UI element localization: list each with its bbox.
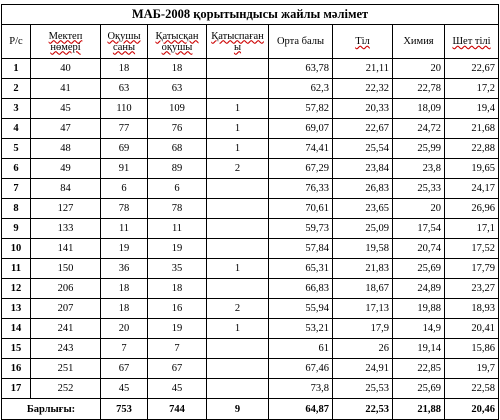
col-average-header [269,25,333,59]
col-language-cell: 21,83 [333,259,393,279]
col-average-cell: 55,94 [269,299,333,319]
col-absent-cell [207,359,269,379]
col-language-cell: 23,84 [333,159,393,179]
total-absent-cell: 9 [207,399,269,420]
col-absent-cell: 2 [207,159,269,179]
header-label: Қатысқан оқушы [155,30,199,53]
col-participated-cell: 16 [148,299,207,319]
col-foreign-language-cell: 17,1 [445,219,499,239]
col-chemistry-cell: 25,69 [393,259,445,279]
col-students-cell: 18 [101,279,148,299]
table-row [2,259,499,279]
col-school-number-cell: 241 [31,319,101,339]
table-row [2,359,499,379]
col-language-cell: 20,33 [333,99,393,119]
header-label: Тіл [355,36,370,47]
col-students-cell: 36 [101,259,148,279]
col-foreign-language-cell: 24,17 [445,179,499,199]
col-school-number-cell: 47 [31,119,101,139]
col-students-cell: 11 [101,219,148,239]
col-index-cell: 4 [2,119,31,139]
col-chemistry-header [393,25,445,59]
table-row [2,179,499,199]
col-language-cell: 25,53 [333,379,393,399]
col-average-cell: 70,61 [269,199,333,219]
col-school-number-cell: 41 [31,79,101,99]
totals-row [2,399,499,420]
col-absent-cell: 1 [207,139,269,159]
col-participated-cell: 7 [148,339,207,359]
col-chemistry-cell: 23,8 [393,159,445,179]
col-foreign-language-cell: 22,67 [445,59,499,79]
col-school-number-cell: 252 [31,379,101,399]
table-row [2,239,499,259]
table-title: МАБ-2008 қорытындысы жайлы мәлімет [2,5,499,25]
col-language-cell: 22,67 [333,119,393,139]
col-absent-cell: 1 [207,119,269,139]
col-students-cell: 91 [101,159,148,179]
col-students-header [101,25,148,59]
col-absent-cell [207,199,269,219]
col-participated-cell: 68 [148,139,207,159]
col-language-cell: 17,9 [333,319,393,339]
col-index-cell: 5 [2,139,31,159]
col-average-cell: 53,21 [269,319,333,339]
col-absent-cell: 2 [207,299,269,319]
header-label: Орта балы [276,36,325,47]
col-language-cell: 23,65 [333,199,393,219]
totals-label-cell: Барлығы: [2,399,101,420]
col-school-number-cell: 207 [31,299,101,319]
col-students-cell: 6 [101,179,148,199]
header-label: Оқушы саны [107,30,141,53]
col-students-cell: 63 [101,79,148,99]
col-students-cell: 45 [101,379,148,399]
table-row [2,339,499,359]
table-row [2,139,499,159]
col-language-cell: 26,83 [333,179,393,199]
total-language-cell: 22,53 [333,399,393,420]
col-students-cell: 18 [101,299,148,319]
col-foreign-language-cell: 22,88 [445,139,499,159]
col-absent-cell [207,239,269,259]
col-school-number-header [31,25,101,59]
col-chemistry-cell: 25,69 [393,379,445,399]
col-foreign-language-cell: 21,68 [445,119,499,139]
col-school-number-cell: 45 [31,99,101,119]
col-index-cell: 13 [2,299,31,319]
col-students-cell: 110 [101,99,148,119]
table-body [2,59,499,399]
col-chemistry-cell: 25,33 [393,179,445,199]
col-students-cell: 67 [101,359,148,379]
col-index-cell: 7 [2,179,31,199]
col-school-number-cell: 84 [31,179,101,199]
col-participated-cell: 67 [148,359,207,379]
col-language-cell: 17,13 [333,299,393,319]
col-index-cell: 15 [2,339,31,359]
col-participated-cell: 78 [148,199,207,219]
col-foreign-language-cell: 15,86 [445,339,499,359]
col-participated-cell: 63 [148,79,207,99]
col-foreign-language-cell: 18,93 [445,299,499,319]
col-absent-cell: 1 [207,259,269,279]
col-students-cell: 18 [101,59,148,79]
col-average-cell: 61 [269,339,333,359]
col-chemistry-cell: 20,74 [393,239,445,259]
col-foreign-language-cell: 17,79 [445,259,499,279]
col-index-cell: 16 [2,359,31,379]
col-absent-cell: 1 [207,319,269,339]
col-average-cell: 66,83 [269,279,333,299]
col-participated-header [148,25,207,59]
col-language-cell: 22,32 [333,79,393,99]
col-participated-cell: 89 [148,159,207,179]
col-average-cell: 67,46 [269,359,333,379]
col-school-number-cell: 127 [31,199,101,219]
col-participated-cell: 76 [148,119,207,139]
col-foreign-language-cell: 19,4 [445,99,499,119]
col-school-number-cell: 206 [31,279,101,299]
header-label: Мектеп нөмері [48,30,83,53]
col-students-cell: 20 [101,319,148,339]
col-language-cell: 25,09 [333,219,393,239]
col-chemistry-cell: 17,54 [393,219,445,239]
col-absent-cell: 1 [207,99,269,119]
col-absent-cell [207,219,269,239]
col-foreign-language-cell: 17,2 [445,79,499,99]
col-index-cell: 17 [2,379,31,399]
col-foreign-language-cell: 23,27 [445,279,499,299]
col-foreign-language-header [445,25,499,59]
col-index-cell: 1 [2,59,31,79]
col-students-cell: 77 [101,119,148,139]
total-chemistry-cell: 21,88 [393,399,445,420]
col-language-cell: 26 [333,339,393,359]
col-absent-cell [207,79,269,99]
col-chemistry-cell: 19,14 [393,339,445,359]
col-participated-cell: 6 [148,179,207,199]
col-students-cell: 19 [101,239,148,259]
title-row [2,5,499,25]
col-participated-cell: 109 [148,99,207,119]
col-school-number-cell: 48 [31,139,101,159]
col-chemistry-cell: 22,78 [393,79,445,99]
table-row [2,219,499,239]
col-chemistry-cell: 24,72 [393,119,445,139]
col-school-number-cell: 133 [31,219,101,239]
col-school-number-cell: 251 [31,359,101,379]
col-foreign-language-cell: 20,41 [445,319,499,339]
col-absent-cell [207,339,269,359]
col-school-number-cell: 243 [31,339,101,359]
col-average-cell: 69,07 [269,119,333,139]
col-chemistry-cell: 14,9 [393,319,445,339]
col-absent-cell [207,379,269,399]
header-label: Химия [403,36,434,47]
col-students-cell: 69 [101,139,148,159]
col-participated-cell: 18 [148,279,207,299]
total-foreign-language-cell: 20,46 [445,399,499,420]
col-foreign-language-cell: 19,7 [445,359,499,379]
col-participated-cell: 11 [148,219,207,239]
col-chemistry-cell: 25,99 [393,139,445,159]
col-average-cell: 65,31 [269,259,333,279]
col-school-number-cell: 141 [31,239,101,259]
col-index-cell: 9 [2,219,31,239]
col-average-cell: 76,33 [269,179,333,199]
col-average-cell: 67,29 [269,159,333,179]
col-language-cell: 19,58 [333,239,393,259]
total-students-cell: 753 [101,399,148,420]
col-chemistry-cell: 24,89 [393,279,445,299]
col-average-cell: 57,82 [269,99,333,119]
col-average-cell: 57,84 [269,239,333,259]
col-language-cell: 18,67 [333,279,393,299]
table-row [2,299,499,319]
col-index-cell: 3 [2,99,31,119]
col-foreign-language-cell: 22,58 [445,379,499,399]
table-row [2,119,499,139]
header-label: Қатыспаған ы [211,30,264,53]
col-students-cell: 7 [101,339,148,359]
col-index-header [2,25,31,59]
col-index-cell: 10 [2,239,31,259]
header-label: Шет тілі [452,36,491,47]
col-index-cell: 14 [2,319,31,339]
col-foreign-language-cell: 26,96 [445,199,499,219]
col-average-cell: 59,73 [269,219,333,239]
col-index-cell: 6 [2,159,31,179]
col-average-cell: 73,8 [269,379,333,399]
col-participated-cell: 45 [148,379,207,399]
col-language-cell: 25,54 [333,139,393,159]
col-chemistry-cell: 20 [393,59,445,79]
col-index-cell: 2 [2,79,31,99]
col-participated-cell: 35 [148,259,207,279]
table-row [2,59,499,79]
col-students-cell: 78 [101,199,148,219]
results-table [1,4,499,420]
header-row [2,25,499,59]
col-school-number-cell: 150 [31,259,101,279]
col-participated-cell: 19 [148,239,207,259]
col-foreign-language-cell: 17,52 [445,239,499,259]
table-row [2,99,499,119]
col-absent-cell [207,179,269,199]
col-index-cell: 11 [2,259,31,279]
col-foreign-language-cell: 19,65 [445,159,499,179]
header-label: Р/с [9,36,23,47]
table-row [2,79,499,99]
col-school-number-cell: 40 [31,59,101,79]
col-chemistry-cell: 19,88 [393,299,445,319]
total-average-cell: 64,87 [269,399,333,420]
total-participated-cell: 744 [148,399,207,420]
col-absent-header [207,25,269,59]
col-average-cell: 62,3 [269,79,333,99]
col-absent-cell [207,279,269,299]
col-language-header [333,25,393,59]
table-row [2,199,499,219]
col-school-number-cell: 49 [31,159,101,179]
col-absent-cell [207,59,269,79]
col-chemistry-cell: 18,09 [393,99,445,119]
table-row [2,279,499,299]
table-row [2,379,499,399]
col-average-cell: 74,41 [269,139,333,159]
col-participated-cell: 18 [148,59,207,79]
col-average-cell: 63,78 [269,59,333,79]
col-chemistry-cell: 20 [393,199,445,219]
table-row [2,159,499,179]
col-language-cell: 21,11 [333,59,393,79]
table-row [2,319,499,339]
col-participated-cell: 19 [148,319,207,339]
col-index-cell: 8 [2,199,31,219]
col-chemistry-cell: 22,85 [393,359,445,379]
col-language-cell: 24,91 [333,359,393,379]
col-index-cell: 12 [2,279,31,299]
